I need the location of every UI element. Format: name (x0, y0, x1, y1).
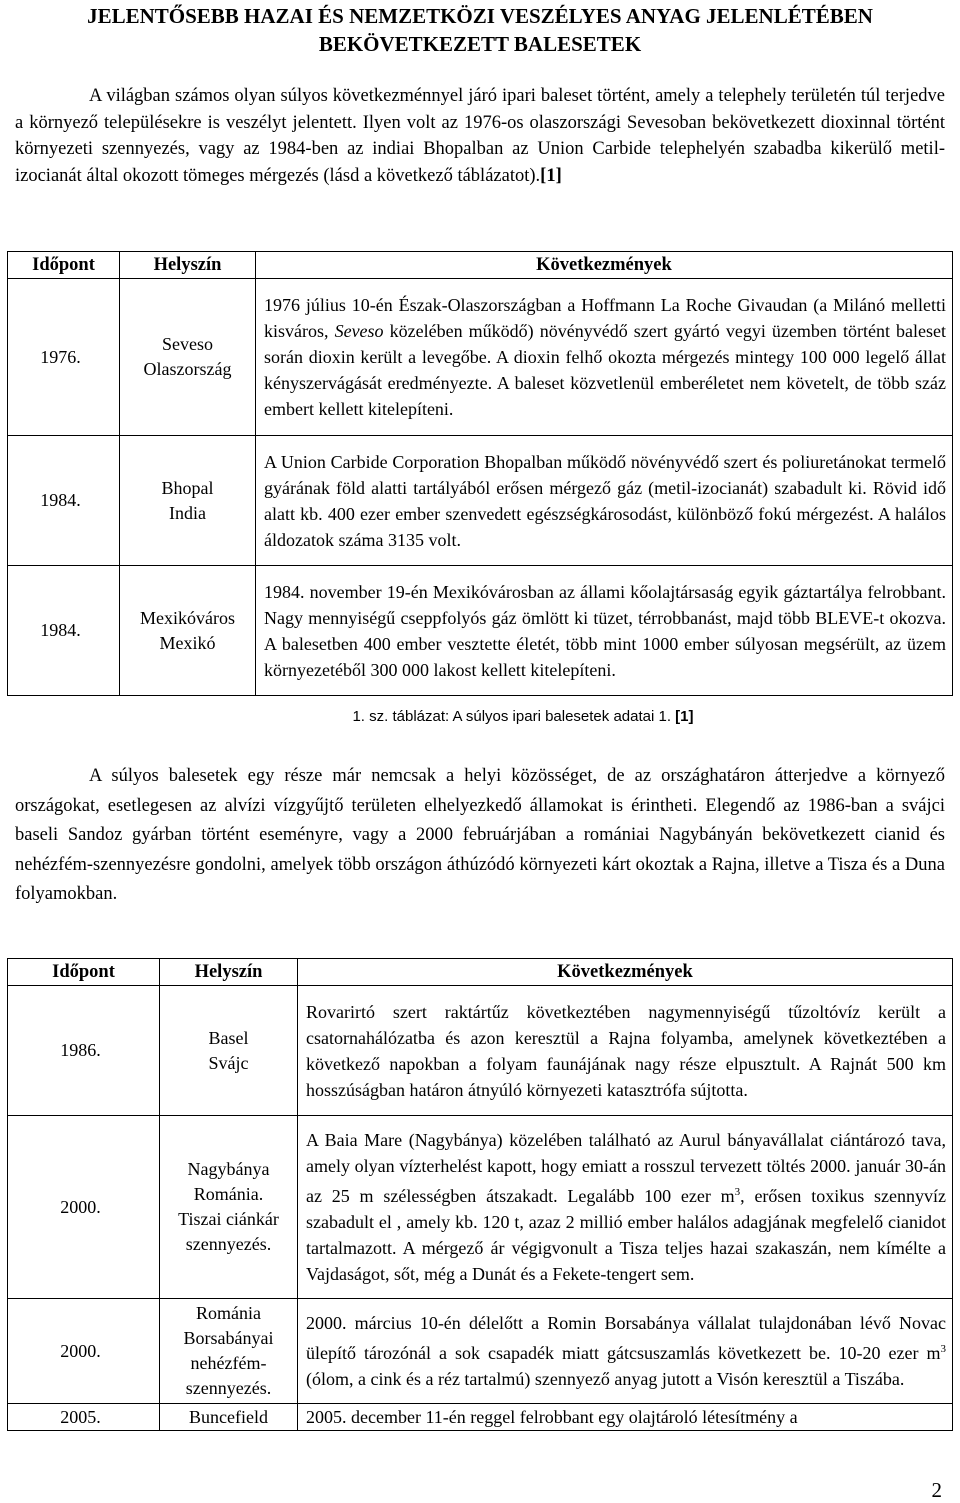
row-place (120, 279, 256, 436)
header-consequences: Következmények (298, 959, 953, 986)
header-date: Időpont (8, 252, 120, 279)
place-line: Románia. (193, 1184, 264, 1204)
place-line: nehézfém- (190, 1353, 267, 1373)
row-description: Rovarirtó szert raktártűz következtében nagymennyiségű tűzoltóvíz került a csatornahálózatba és azon keresztül a Rajna folyamba, amelynek következtében a következő napokban a folyam faunájának nagy része elpusztult. A Rajnát 500 km hosszúságban határon átnyúló környezeti katasztrófa sújtotta. (298, 986, 953, 1116)
row-year: 1986. (8, 986, 160, 1116)
desc-text: (ólom, a cink és a réz tartalmú) szennyező anyag jutott a Visón keresztül a Tiszába. (306, 1369, 905, 1389)
header-consequences: Következmények (256, 252, 953, 279)
desc-text: 1976 július 10-én Észak-Olaszországban a Hoffmann La Roche Givaudan (a Milánó melletti kisváros, (264, 295, 946, 341)
desc-text: , erősen toxikus szennyvíz szabadult el , amely kb. 120 t, azaz 2 millió ember halálos adagjának megfelelő cianidot tartalmazott. A mérgező ár végigvonult a Tisza teljes hazai szakaszán, nem kímélte a Vajdaságot, sőt, még a Dunát és a Fekete-tengert sem. (306, 1186, 946, 1284)
desc-text: 2000. március 10-én délelőtt a Romin Borsabánya vállalat tulajdonában lévő Novac ülepítő tározónál a sok csapadék miatt gátcsuszamlás következett be. 10-20 ezer m (306, 1313, 946, 1363)
intro-paragraph (15, 83, 945, 189)
table-row (8, 986, 953, 1116)
accidents-table-1 (7, 251, 953, 696)
row-year: 2000. (8, 1116, 160, 1299)
row-place (120, 566, 256, 696)
header-location: Helyszín (160, 959, 298, 986)
desc-superscript: 3 (734, 1186, 741, 1198)
table-caption (0, 708, 960, 725)
row-description: 1984. november 19-én Mexikóvárosban az állami kőolajtársaság egyik gáztartálya felrobbant. Nagy mennyiségű cseppfolyós gáz ömlött ki tüzet, térrobbanást, majd több BLEVE-t okozva. A balesetben 400 ember vesztette életét, több mint 1000 ember súlyosan megsérült, az üzem környezetéből 300 000 lakost kellett kitelepíteni. (256, 566, 953, 696)
header-location: Helyszín (120, 252, 256, 279)
middle-paragraph: A súlyos balesetek egy része már nemcsak a helyi közösséget, de az országhatáron átterjedve a környező országokat, esetlegesen az alvízi vízgyűjtő területen elhelyezkedő államokat is érintheti. Elegendő az 1986-ban a svájci baseli Sandoz gyárban történt eseményre, vagy a 2000 februárjában a romániai Nagybányán bekövetkezett cianid és nehézfém-szennyezésre gondolni, amelyek több országon áthúzódó környezeti kárt okoztak a Rajna, illetve a Tisza és a Duna folyamokban. (15, 766, 945, 904)
table-header-row (8, 959, 953, 986)
table-row (8, 566, 953, 696)
row-place (160, 986, 298, 1116)
place-line: Nagybánya (187, 1159, 270, 1179)
row-year: 1976. (8, 279, 120, 436)
place-line: Mexikó (159, 632, 216, 653)
place-line: Basel (208, 1027, 249, 1048)
row-year: 1984. (8, 566, 120, 696)
intro-reference: [1] (540, 165, 562, 186)
place-line: Bhopal (161, 477, 214, 498)
caption-text: 1. sz. táblázat: A súlyos ipari balesetek adatai 1. (352, 708, 671, 725)
place-line: Tiszai ciánkár (178, 1209, 279, 1229)
desc-superscript: 3 (940, 1343, 946, 1355)
row-description: 2005. december 11-én reggel felrobbant egy olajtároló létesítmény a (298, 1404, 953, 1431)
table-row (8, 436, 953, 566)
row-year: 2000. (8, 1299, 160, 1404)
table-row (8, 1116, 953, 1299)
desc-text: A Baia Mare (Nagybánya) közelében található az Aurul bányavállalat ciántározó tava, amely olyan vízterhelést kapott, hogy emiatt a rosszul tervezett töltés 2000. január 30-án az 25 m szélességben átszakadt. Legalább 100 ezer m (306, 1130, 946, 1206)
table-header-row (8, 252, 953, 279)
row-description (298, 1299, 953, 1404)
row-description: A Union Carbide Corporation Bhopalban működő növényvédő szert és poliuretánokat termelő gyárának föld alatti tartályából erősen mérgező gáz (metil-izocianát) szabadult ki. Rövid idő alatt kb. 400 ezer ember szenvedett egészségkárosodást, különböző fokú mérgezést. A halálos áldozatok száma 3135 volt. (256, 436, 953, 566)
place-line: Buncefield (189, 1406, 268, 1427)
accidents-table-2 (7, 958, 953, 1431)
place-line: Románia (196, 1303, 261, 1323)
row-place (160, 1116, 298, 1299)
desc-text: közelében működő) növényvédő szert gyártó vegyi üzemben történt baleset során dioxin került a levegőbe. A dioxin felhő okozta mérgezés mintegy 100 000 legelő állat kényszervágását eredményezte. A baleset közvetlenül emberéletet nem követelt, de több száz embert kellett kitelepíteni. (264, 321, 946, 419)
row-year: 2005. (8, 1404, 160, 1431)
desc-italic-text: Seveso (334, 321, 384, 341)
table-row (8, 1404, 953, 1431)
caption-reference: [1] (675, 708, 694, 725)
table-row (8, 1299, 953, 1404)
place-line: Olaszország (143, 359, 232, 379)
page-title: JELENTŐSEBB HAZAI ÉS NEMZETKÖZI VESZÉLYES ANYAG JELENLÉTÉBEN BEKÖVETKEZETT BALESETEK (87, 4, 873, 56)
page-number: 2 (931, 1478, 942, 1502)
place-line: Mexikóváros (140, 607, 235, 628)
row-place (120, 436, 256, 566)
place-line: szennyezés. (185, 1234, 272, 1254)
row-place (160, 1404, 298, 1431)
place-line: Seveso (162, 334, 213, 354)
place-line: Borsabányai (183, 1328, 274, 1348)
row-place (160, 1299, 298, 1404)
header-date: Időpont (8, 959, 160, 986)
table-row (8, 279, 953, 436)
place-line: Svájc (208, 1052, 249, 1073)
place-line: szennyezés. (185, 1378, 272, 1398)
intro-text: A világban számos olyan súlyos következménnyel járó ipari baleset történt, amely a telephely területén túl terjedve a környező településekre is veszélyt jelentett. Ilyen volt az 1976-os olaszországi Sevesoban bekövetkezett dioxinnal történt környezeti szennyezés, vagy az 1984-ben az indiai Bhopalban az Union Carbide telephelyén szabadba kikerülő metil-izocianát által okozott tömeges mérgezés (lásd a következő táblázatot). (15, 86, 945, 186)
row-description (298, 1116, 953, 1299)
row-year: 1984. (8, 436, 120, 566)
place-line: India (169, 502, 206, 523)
row-description (256, 279, 953, 436)
